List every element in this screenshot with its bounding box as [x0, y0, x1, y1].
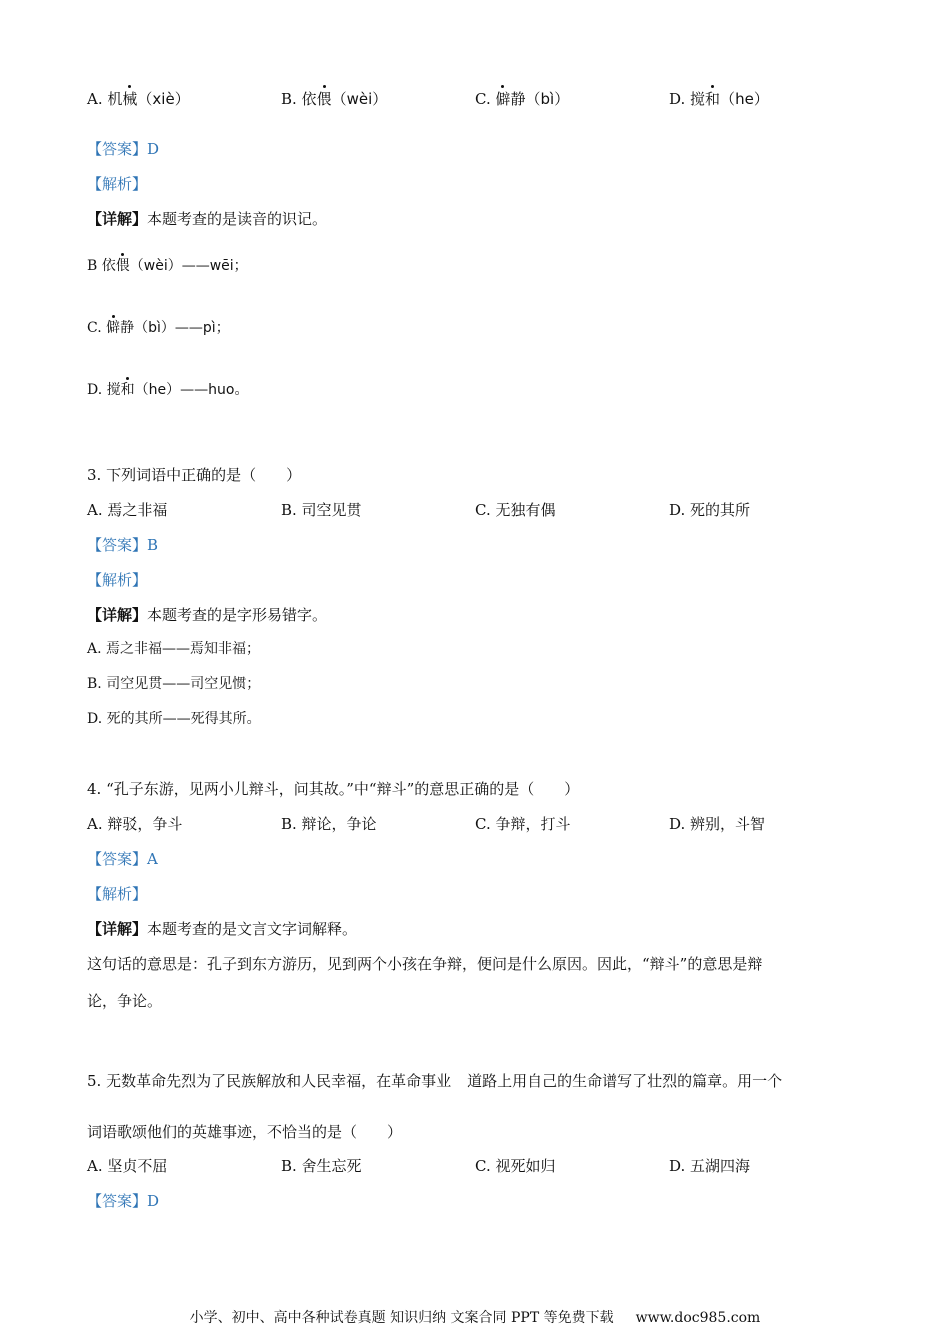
q2-option-d: D. 搅和（he） [669, 90, 769, 108]
q3-question: 3. 下列词语中正确的是（ ） [87, 466, 302, 484]
q3-note-b: B. 司空见贯——司空见惯； [87, 676, 261, 692]
q4-option-a: A. 辩驳，争斗 [87, 815, 183, 833]
q5-option-c: C. 视死如归 [475, 1157, 556, 1175]
q4-explain-line-1: 这句话的意思是：孔子到东方游历，见到两个小孩在争辩，便问是什么原因。因此，“辩斗”的意思是辩 [87, 955, 763, 973]
q3-answer: 【答案】B [87, 536, 159, 554]
q3-option-a: A. 焉之非福 [87, 501, 168, 519]
q3-option-c: C. 无独有偶 [475, 501, 556, 519]
q4-option-c: C. 争辩，打斗 [475, 815, 571, 833]
q4-answer: 【答案】A [87, 850, 158, 868]
q2-option-b: B. 依偎（wèi） [281, 90, 388, 108]
q4-detail: 【详解】本题考查的是文言文字词解释。 [87, 920, 358, 938]
q5-question-line-2: 词语歌颂他们的英雄事迹，不恰当的是（ ） [87, 1123, 403, 1141]
footer-text: 小学、初中、高中各种试卷真题 知识归纳 文案合同 PPT 等免费下载 [189, 1310, 614, 1326]
q4-explain-line-2: 论，争论。 [87, 992, 163, 1010]
q4-analysis-label: 【解析】 [87, 885, 148, 903]
q2-option-a: A. 机械（xiè） [87, 90, 190, 108]
q5-option-b: B. 舍生忘死 [281, 1157, 362, 1175]
q5-option-a: A. 坚贞不屈 [87, 1157, 168, 1175]
q2-detail: 【详解】本题考查的是读音的识记。 [87, 210, 328, 228]
q3-analysis-label: 【解析】 [87, 571, 148, 589]
q2-note-c: C. 僻静（bì）——pì； [87, 320, 230, 336]
q3-detail: 【详解】本题考查的是字形易错字。 [87, 606, 328, 624]
q3-option-b: B. 司空见贯 [281, 501, 362, 519]
q4-option-b: B. 辩论，争论 [281, 815, 377, 833]
q2-analysis-label: 【解析】 [87, 175, 148, 193]
page-footer [0, 1307, 950, 1327]
q3-option-d: D. 死的其所 [669, 501, 751, 519]
q2-note-b: B 依偎（wèi）——wēi； [87, 258, 248, 274]
q5-option-d: D. 五湖四海 [669, 1157, 751, 1175]
q2-answer: 【答案】D [87, 140, 160, 158]
q3-note-d: D. 死的其所——死得其所。 [87, 711, 261, 727]
q2-note-d: D. 搅和（he）——huo。 [87, 382, 249, 398]
q4-question: 4. “孔子东游，见两小儿辩斗，问其故。”中“辩斗”的意思正确的是（ ） [87, 780, 580, 798]
q5-answer: 【答案】D [87, 1192, 160, 1210]
q4-option-d: D. 辨别，斗智 [669, 815, 766, 833]
q5-question-line-1: 5. 无数革命先烈为了民族解放和人民幸福，在革命事业 道路上用自己的生命谱写了壮烈的篇章。用一个 [87, 1072, 783, 1090]
q2-option-c: C. 僻静（bì） [475, 90, 570, 108]
q3-note-a: A. 焉之非福——焉知非福； [87, 641, 261, 657]
footer-url[interactable]: www.doc985.com [635, 1310, 761, 1326]
